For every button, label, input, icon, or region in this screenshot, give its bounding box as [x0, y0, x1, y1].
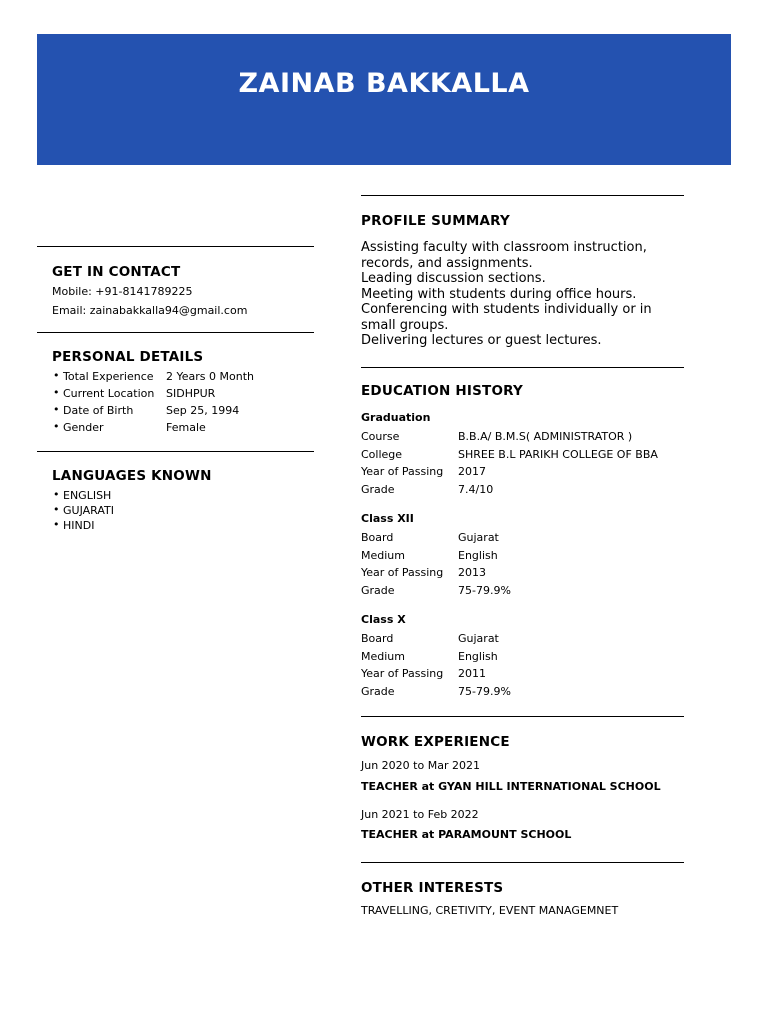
edu-value: Gujarat [458, 632, 499, 645]
education-heading: EDUCATION HISTORY [361, 383, 523, 399]
personal-label: Total Experience [63, 370, 154, 383]
work-heading: WORK EXPERIENCE [361, 734, 510, 750]
edu-value: 75-79.9% [458, 685, 511, 698]
class12-title: Class XII [361, 512, 414, 525]
edu-label: Grade [361, 483, 395, 496]
job-period: Jun 2020 to Mar 2021 [361, 759, 480, 772]
edu-value: Gujarat [458, 531, 499, 544]
language-item: • GUJARATI [63, 504, 114, 517]
edu-value: SHREE B.L PARIKH COLLEGE OF BBA [458, 448, 658, 461]
header-banner [37, 34, 731, 165]
profile-summary [361, 240, 681, 349]
edu-label: Medium [361, 650, 405, 663]
personal-value: 2 Years 0 Month [166, 370, 254, 383]
divider [37, 451, 314, 452]
edu-label: College [361, 448, 403, 461]
edu-value: English [458, 549, 498, 562]
divider [361, 195, 684, 196]
candidate-name: ZAINAB BAKKALLA [238, 68, 530, 99]
language-item: • HINDI [63, 519, 94, 532]
edu-label: Grade [361, 584, 395, 597]
edu-value: 2013 [458, 566, 486, 579]
edu-value: 2011 [458, 667, 486, 680]
class10-title: Class X [361, 613, 406, 626]
edu-value: 7.4/10 [458, 483, 494, 496]
edu-label: Medium [361, 549, 405, 562]
edu-label: Year of Passing [361, 667, 444, 680]
personal-heading: PERSONAL DETAILS [52, 349, 204, 365]
personal-label: Date of Birth [63, 404, 134, 417]
divider [361, 716, 684, 717]
personal-label: Gender [63, 421, 104, 434]
summary-line: Leading discussion sections. [361, 271, 546, 286]
email-text: Email: zainabakkalla94@gmail.com [52, 304, 248, 317]
divider [361, 862, 684, 863]
personal-value: Female [166, 421, 206, 434]
personal-value: Sep 25, 1994 [166, 404, 240, 417]
edu-value: B.B.A/ B.M.S( ADMINISTRATOR ) [458, 430, 633, 443]
summary-line: Meeting with students during office hours. [361, 286, 637, 302]
edu-label: Year of Passing [361, 465, 444, 478]
language-item: • ENGLISH [63, 489, 111, 502]
edu-label: Course [361, 430, 400, 443]
edu-label: Board [361, 531, 394, 544]
interests-text: TRAVELLING, CRETIVITY, EVENT MANAGEMNET [361, 904, 619, 917]
edu-value: 75-79.9% [458, 584, 511, 597]
summary-line: Conferencing with students individually or in small groups. [361, 302, 652, 333]
graduation-title: Graduation [361, 411, 431, 424]
job-title: TEACHER at GYAN HILL INTERNATIONAL SCHOOL [361, 780, 661, 793]
personal-value: SIDHPUR [166, 387, 216, 400]
edu-label: Year of Passing [361, 566, 444, 579]
divider [37, 246, 314, 247]
profile-heading: PROFILE SUMMARY [361, 213, 510, 229]
divider [361, 367, 684, 368]
contact-heading: GET IN CONTACT [52, 264, 181, 280]
edu-label: Board [361, 632, 394, 645]
edu-value: 2017 [458, 465, 486, 478]
job-period: Jun 2021 to Feb 2022 [361, 808, 479, 821]
personal-label: Current Location [63, 387, 155, 400]
divider [37, 332, 314, 333]
summary-line: Delivering lectures or guest lectures. [361, 333, 602, 348]
edu-value: English [458, 650, 498, 663]
summary-line: Assisting faculty with classroom instruction, records, and assignments. [361, 240, 647, 271]
edu-label: Grade [361, 685, 395, 698]
job-title: TEACHER at PARAMOUNT SCHOOL [361, 828, 572, 841]
mobile-text: Mobile: +91-8141789225 [52, 285, 193, 298]
languages-heading: LANGUAGES KNOWN [52, 468, 212, 484]
interests-heading: OTHER INTERESTS [361, 880, 504, 896]
